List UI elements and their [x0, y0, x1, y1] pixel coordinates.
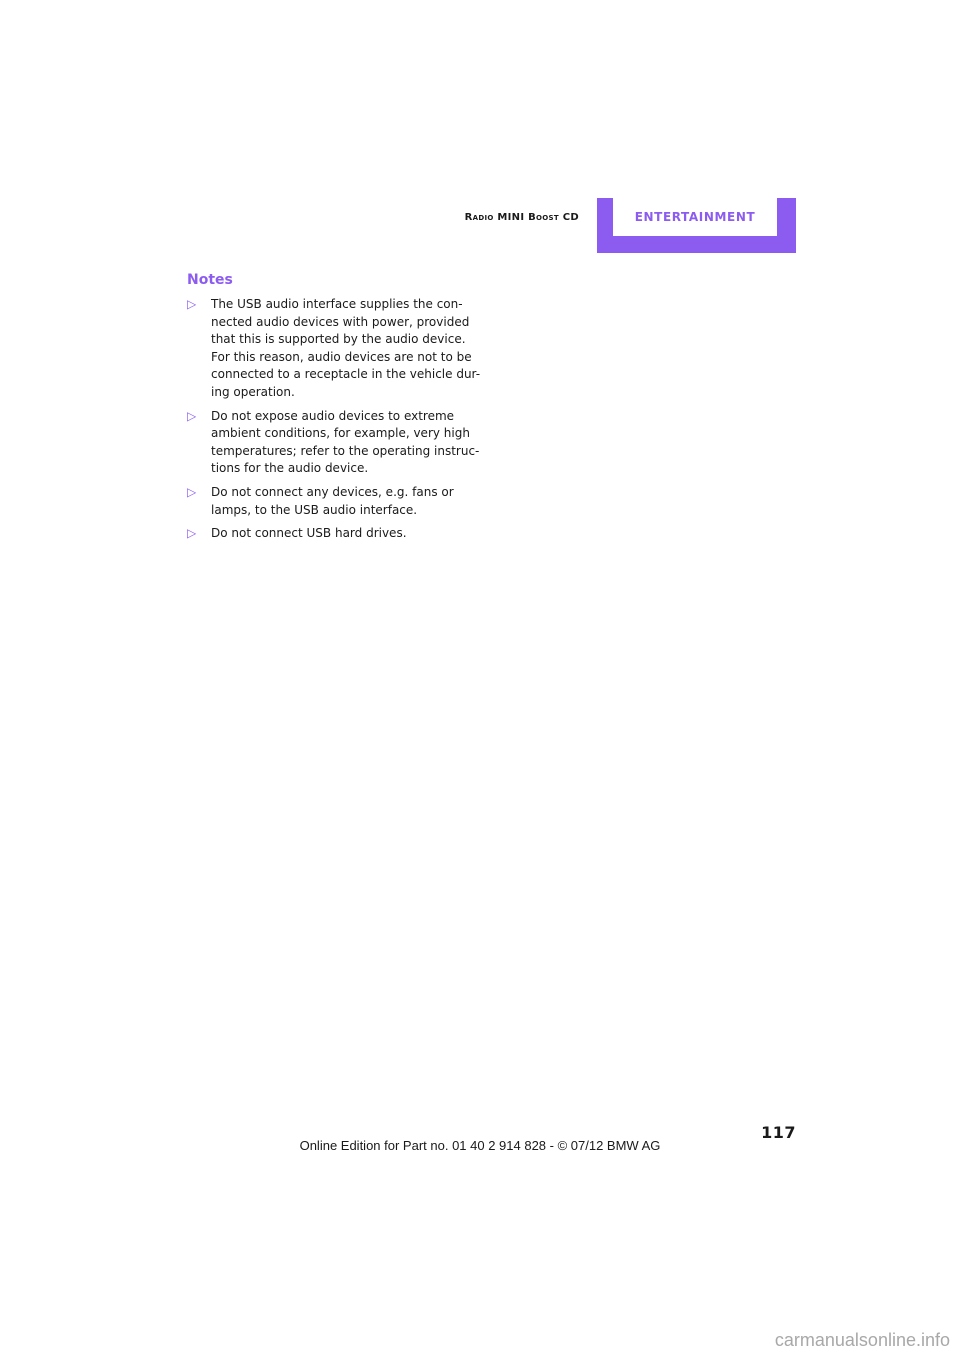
footer-edition-note: Online Edition for Part no. 01 40 2 914 828 - © 07/12 BMW AG	[299, 1138, 661, 1153]
notes-item-line: temperatures; refer to the operating instruc-	[211, 443, 480, 458]
notes-heading: Notes	[187, 272, 233, 288]
triangle-bullet-icon: ▷	[187, 297, 197, 311]
notes-list	[187, 296, 487, 549]
notes-item-line: Do not connect any devices, e.g. fans or	[211, 484, 454, 499]
chapter-tab	[597, 198, 796, 253]
notes-item-line: nected audio devices with power, provided	[211, 314, 470, 329]
notes-item-line: ing operation.	[211, 384, 295, 399]
notes-item-line: lamps, to the USB audio interface.	[211, 502, 418, 517]
notes-item	[187, 484, 487, 519]
notes-item	[187, 296, 487, 402]
notes-item	[187, 408, 487, 478]
notes-item-line: ambient conditions, for example, very high	[211, 426, 470, 441]
chapter-tab-inner	[613, 198, 777, 236]
section-title: Radio MINI Boost CD	[464, 212, 579, 223]
chapter-tab-label: ENTERTAINMENT	[634, 210, 756, 224]
notes-item-line: connected to a receptacle in the vehicle dur-	[211, 367, 481, 382]
notes-item	[187, 525, 487, 543]
triangle-bullet-icon: ▷	[187, 526, 197, 541]
triangle-bullet-icon: ▷	[187, 484, 197, 499]
watermark-text: carmanualsonline.info	[774, 1330, 950, 1350]
notes-item-line: For this reason, audio devices are not to be	[211, 349, 472, 364]
notes-item-line: Do not expose audio devices to extreme	[211, 408, 455, 423]
notes-item-line: Do not connect USB hard drives.	[211, 526, 407, 541]
notes-item-line: The USB audio interface supplies the con-	[211, 297, 463, 311]
triangle-bullet-icon: ▷	[187, 408, 197, 423]
notes-item-line: that this is supported by the audio device.	[211, 332, 466, 347]
notes-item-line: tions for the audio device.	[211, 461, 369, 476]
page-number: 117	[761, 1123, 796, 1142]
